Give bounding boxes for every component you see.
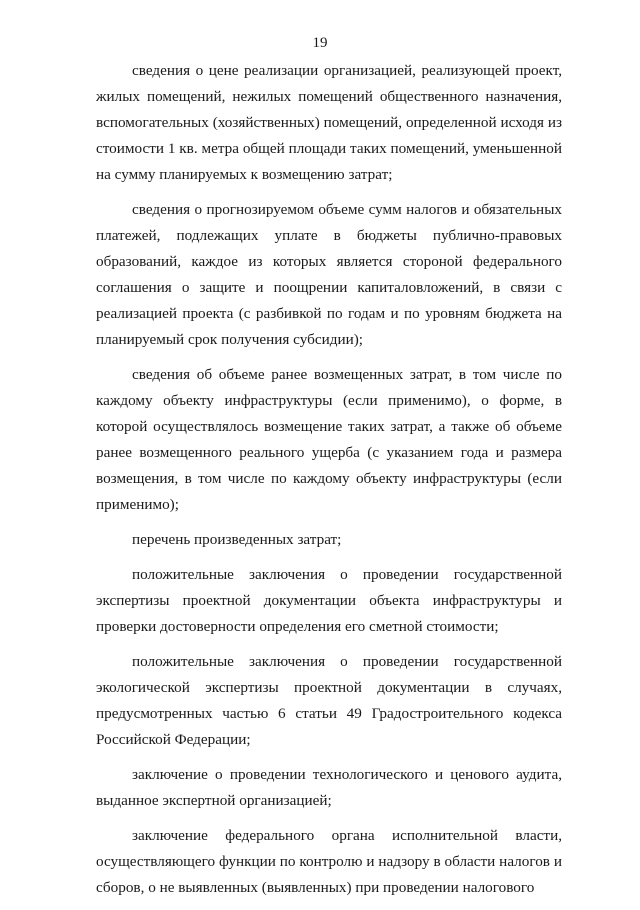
paragraph-ecological-expertise: положительные заключения о проведении государственной экологической экспертизы проектной документации в случаях, предусмотренных частью 6 статьи 49 Градостроительного кодекса Российской Федерации; [96,653,562,748]
paragraph-tax-forecast: сведения о прогнозируемом объеме сумм налогов и обязательных платежей, подлежащих уплате в бюджеты публично-правовых образований, каждое из которых является стороной федерального соглашения о защите и поощрении капиталовложений, в связи с реализацией проекта (с разбивкой по годам и по уровням бюджета на планируемый срок получения субсидии); [96,201,562,348]
paragraph-reimbursed-costs: сведения об объеме ранее возмещенных затрат, в том числе по каждому объекту инфраструктуры (если применимо), о форме, в которой осуществлялось возмещение таких затрат, а также об объеме ранее возмещенного реального ущерба (с указанием года и размера возмещения, в том числе по каждому объекту инфраструктуры (если применимо); [96,366,562,513]
paragraph-costs-list: перечень произведенных затрат; [132,531,342,548]
page-number: 19 [312,35,328,51]
document-body [96,58,562,910]
paragraph-price-information: сведения о цене реализации организацией, реализующей проект, жилых помещений, нежилых помещений общественного назначения, вспомогательных (хозяйственных) помещений, определенной исходя из стоимости 1 кв. метра общей площади таких помещений, уменьшенной на сумму планируемых к возмещению затрат; [96,62,562,183]
paragraph-tax-authority-conclusion: заключение федерального органа исполнительной власти, осуществляющего функции по контролю и надзору в области налогов и сборов, о не выявленных (выявленных) при проведении налогового [96,827,562,896]
paragraph-state-expertise: положительные заключения о проведении государственной экспертизы проектной документации объекта инфраструктуры и проверки достоверности определения его сметной стоимости; [96,566,562,635]
paragraph-technology-audit: заключение о проведении технологического и ценового аудита, выданное экспертной организацией; [96,766,562,809]
